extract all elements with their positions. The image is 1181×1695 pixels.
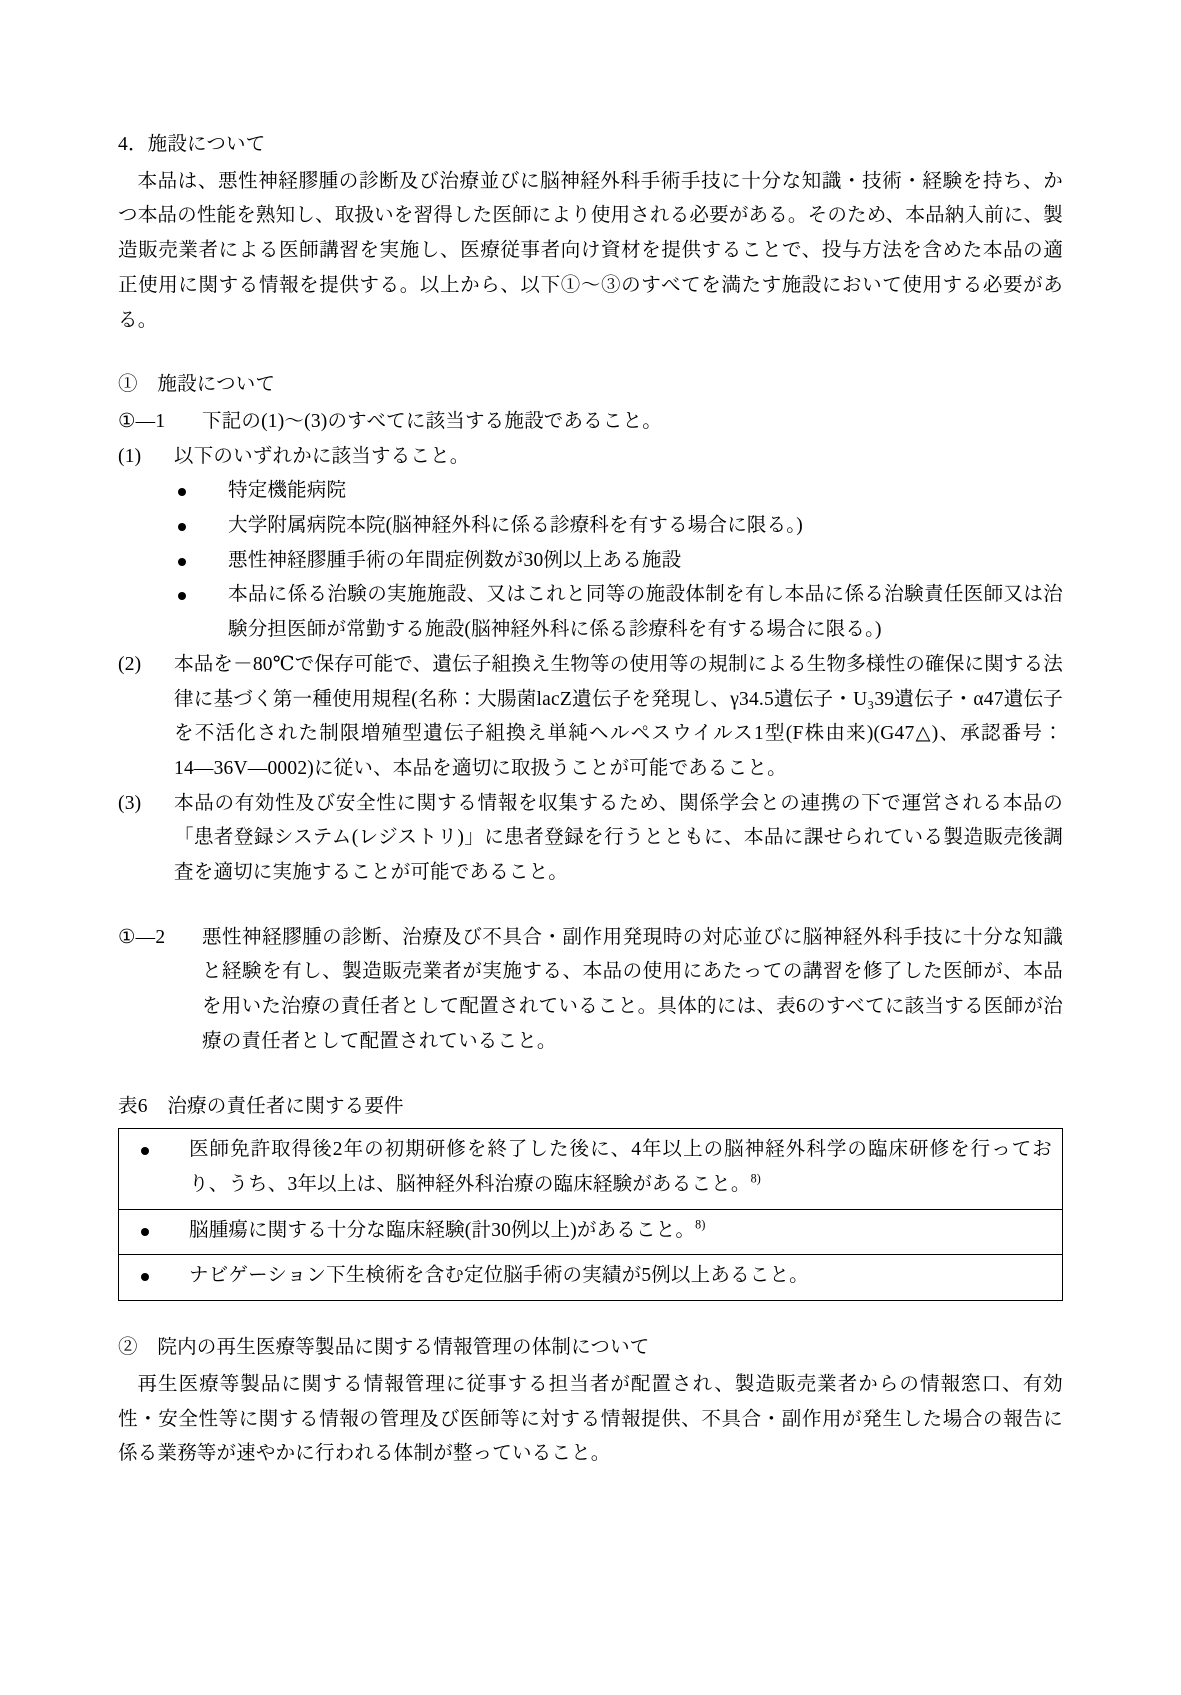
table-6-caption: 表6 治療の責任者に関する要件 xyxy=(118,1095,404,1117)
document-body xyxy=(118,128,1063,1472)
clause-2-text: 本品を－80℃で保存可能で、遺伝子組換え生物等の使用等の規制による生物多様性の確保に関する法律に基づく第一種使用規程(名称：大腸菌lacZ遺伝子を発現し、γ34.5遺伝子・U₃39遺伝子・α47遺伝子を不活化された制限増殖型遺伝子組換え単純ヘルペスウイルス1型(F株由来)(G47△)、承認番号：14―36V―0002)に従い、本品を適切に取扱うことが可能であること。 xyxy=(174,653,1063,779)
item-1-heading: ① 施設について xyxy=(118,374,276,396)
list-item: 大学附属病院本院(脳神経外科に係る診療科を有する場合に限る。) xyxy=(170,509,1063,544)
clause-2 xyxy=(118,648,1063,787)
section-4-intro-paragraph: 本品は、悪性神経膠腫の診断及び治療並びに脳神経外科手術手技に十分な知識・技術・経験を持ち、かつ本品の性能を熟知し、取扱いを習得した医師により使用される必要がある。そのため、本品納入前に、製造販売業者による医師講習を実施し、医療従事者向け資材を提供することで、投与方法を含めた本品の適正使用に関する情報を提供する。以上から、以下①～③のすべてを満たす施設において使用する必要がある。 xyxy=(118,170,1063,331)
spacer xyxy=(118,1301,1063,1331)
item-1-sub-1-text: 下記の(1)～(3)のすべてに該当する施設であること。 xyxy=(202,410,662,432)
table-cell xyxy=(119,1209,1063,1255)
table-cell-text: 脳腫瘍に関する十分な臨床経験(計30例以上)があること。 xyxy=(189,1219,696,1241)
clause-1-label: (1) xyxy=(118,445,142,467)
footnote-marker: 8) xyxy=(695,1217,706,1232)
item-1-sub-2 xyxy=(118,921,1063,1060)
item-2-paragraph: 再生医療等製品に関する情報管理に従事する担当者が配置され、製造販売業者からの情報窓口、有効性・安全性等に関する情報の管理及び医師等に対する情報提供、不具合・副作用が発生した場合の報告に係る業務等が速やかに行われる体制が整っていること。 xyxy=(118,1373,1063,1465)
table-cell-content xyxy=(129,1259,1052,1294)
spacer xyxy=(118,338,1063,368)
clause-1-text: 以下のいずれかに該当すること。 xyxy=(174,445,470,467)
item-1-sub-1 xyxy=(118,405,1063,440)
spacer xyxy=(118,891,1063,921)
item-1-sub-2-text: 悪性神経膠腫の診断、治療及び不具合・副作用発現時の対応並びに脳神経外科手技に十分な知識と経験を有し、製造販売業者が実施する、本品の使用にあたっての講習を修了した医師が、本品を用いた治療の責任者として配置されていること。具体的には、表6のすべてに該当する医師が治療の責任者として配置されていること。 xyxy=(202,926,1063,1052)
spacer xyxy=(118,1060,1063,1090)
list-item: 本品に係る治験の実施施設、又はこれと同等の施設体制を有し本品に係る治験責任医師又は治験分担医師が常勤する施設(脳神経外科に係る診療科を有する場合に限る。) xyxy=(170,578,1063,647)
section-4-heading: 4．施設について xyxy=(118,134,266,155)
table-cell-content xyxy=(129,1214,1052,1249)
clause-3-label: (3) xyxy=(118,792,142,814)
list-item: 悪性神経膠腫手術の年間症例数が30例以上ある施設 xyxy=(170,544,1063,579)
list-item: 特定機能病院 xyxy=(170,474,1063,509)
clause-3-text: 本品の有効性及び安全性に関する情報を収集するため、関係学会との連携の下で運営される本品の「患者登録システム(レジストリ)」に患者登録を行うとともに、本品に課せられている製造販売後調査を適切に実施することが可能であること。 xyxy=(174,792,1063,884)
item-1-sub-1-label: ①―1 xyxy=(118,410,166,432)
table-row xyxy=(119,1255,1063,1301)
clause-3 xyxy=(118,787,1063,891)
item-2-heading: ② 院内の再生医療等製品に関する情報管理の体制について xyxy=(118,1337,650,1359)
footnote-marker: 8) xyxy=(750,1171,762,1186)
table-row xyxy=(119,1129,1063,1209)
facility-bullet-list xyxy=(118,474,1063,648)
clause-2-label: (2) xyxy=(118,653,142,675)
table-6-requirements xyxy=(118,1128,1063,1301)
table-cell xyxy=(119,1129,1063,1209)
table-cell-text: 医師免許取得後2年の初期研修を終了した後に、4年以上の脳神経外科学の臨床研修を行っており、うち、3年以上は、脳神経外科治療の臨床経験があること。 xyxy=(189,1139,1052,1195)
table-cell xyxy=(119,1255,1063,1301)
table-cell-content xyxy=(129,1133,1052,1202)
clause-1 xyxy=(118,440,1063,475)
table-cell-text: ナビゲーション下生検術を含む定位脳手術の実績が5例以上あること。 xyxy=(189,1265,809,1287)
table-row xyxy=(119,1209,1063,1255)
item-1-sub-2-label: ①―2 xyxy=(118,926,166,948)
